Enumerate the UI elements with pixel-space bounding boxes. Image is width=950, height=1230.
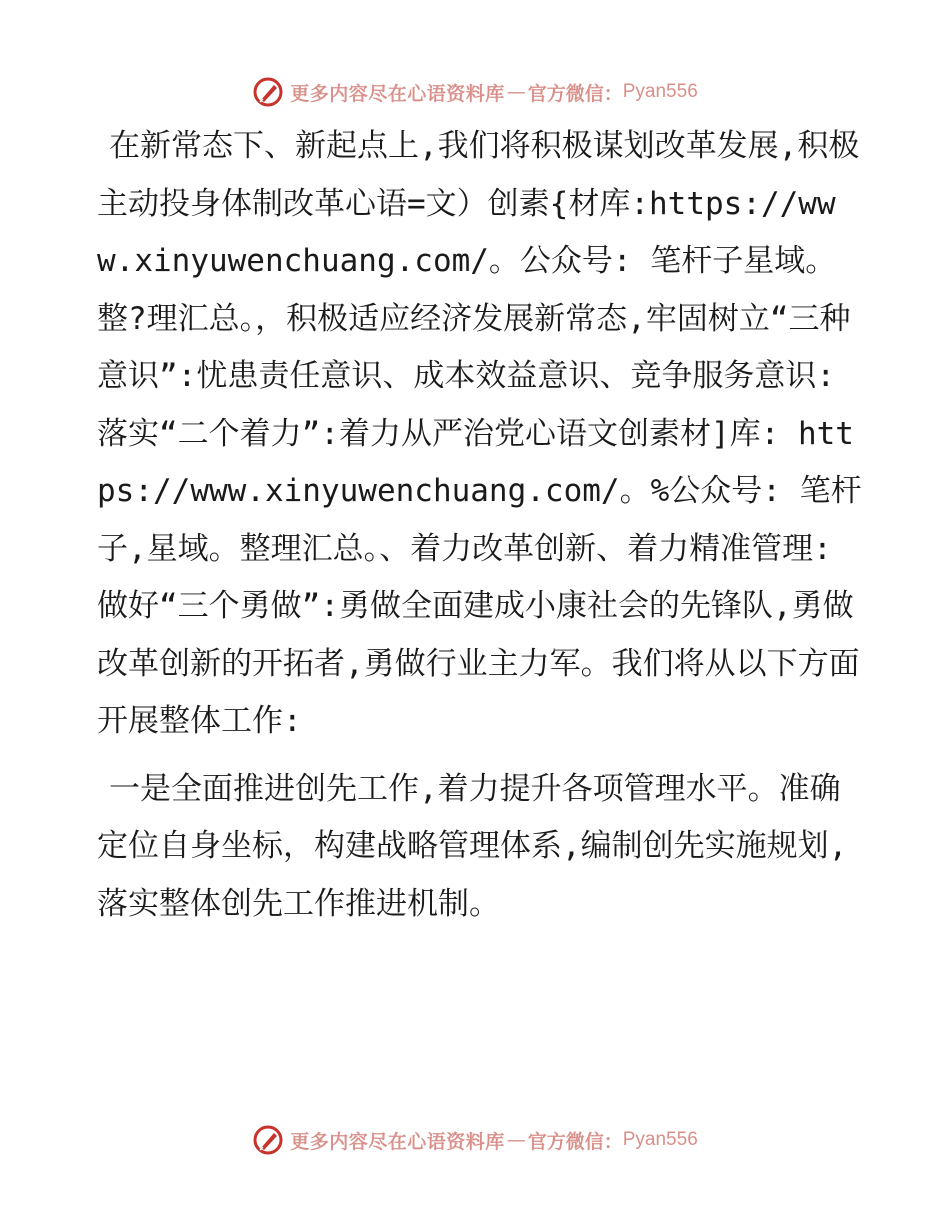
banner-wechat-label: 官方微信：: [527, 1130, 623, 1153]
banner-separator: —: [506, 1129, 526, 1151]
document-body: [97, 118, 862, 933]
footer-banner: [0, 1120, 950, 1160]
banner-title: 更多内容尽在心语资料库: [290, 1130, 505, 1153]
banner-wechat-id: Pyan556: [622, 81, 698, 102]
banner-wechat-id: Pyan556: [622, 1129, 698, 1150]
banner-separator: —: [506, 81, 526, 103]
quill-logo-icon: [252, 1124, 284, 1156]
quill-logo-icon: [252, 76, 284, 108]
header-banner: [0, 72, 950, 112]
banner-title: 更多内容尽在心语资料库: [290, 82, 505, 105]
paragraph-point-one: 一是全面推进创先工作,着力提升各项管理水平。准确定位自身坐标，构建战略管理体系,编制创先实施规划,落实整体创先工作推进机制。: [97, 770, 848, 922]
banner-wechat-label: 官方微信：: [527, 82, 623, 105]
paragraph-intro: 在新常态下、新起点上,我们将积极谋划改革发展,积极主动投身体制改革心语=文）创素{材库:https://www.xinyuwenchuang.com/。公众号: 笔杆子星域。整?理汇总。，积极适应经济发展新常态,牢固树立“三种意识”:忧患责任意识、成本效益意识、竞争服务意识:落实“二个着力”:着力从严治党心语文创素材]库: https://www.xinyuwenchuang.com/。%公众号: 笔杆子,星域。整理汇总。、着力改革创新、着力精准管理:做好“三个勇做”:勇做全面建成小康社会的先锋队,勇做改革创新的开拓者,勇做行业主力军。我们将从以下方面开展整体工作:: [97, 128, 862, 739]
